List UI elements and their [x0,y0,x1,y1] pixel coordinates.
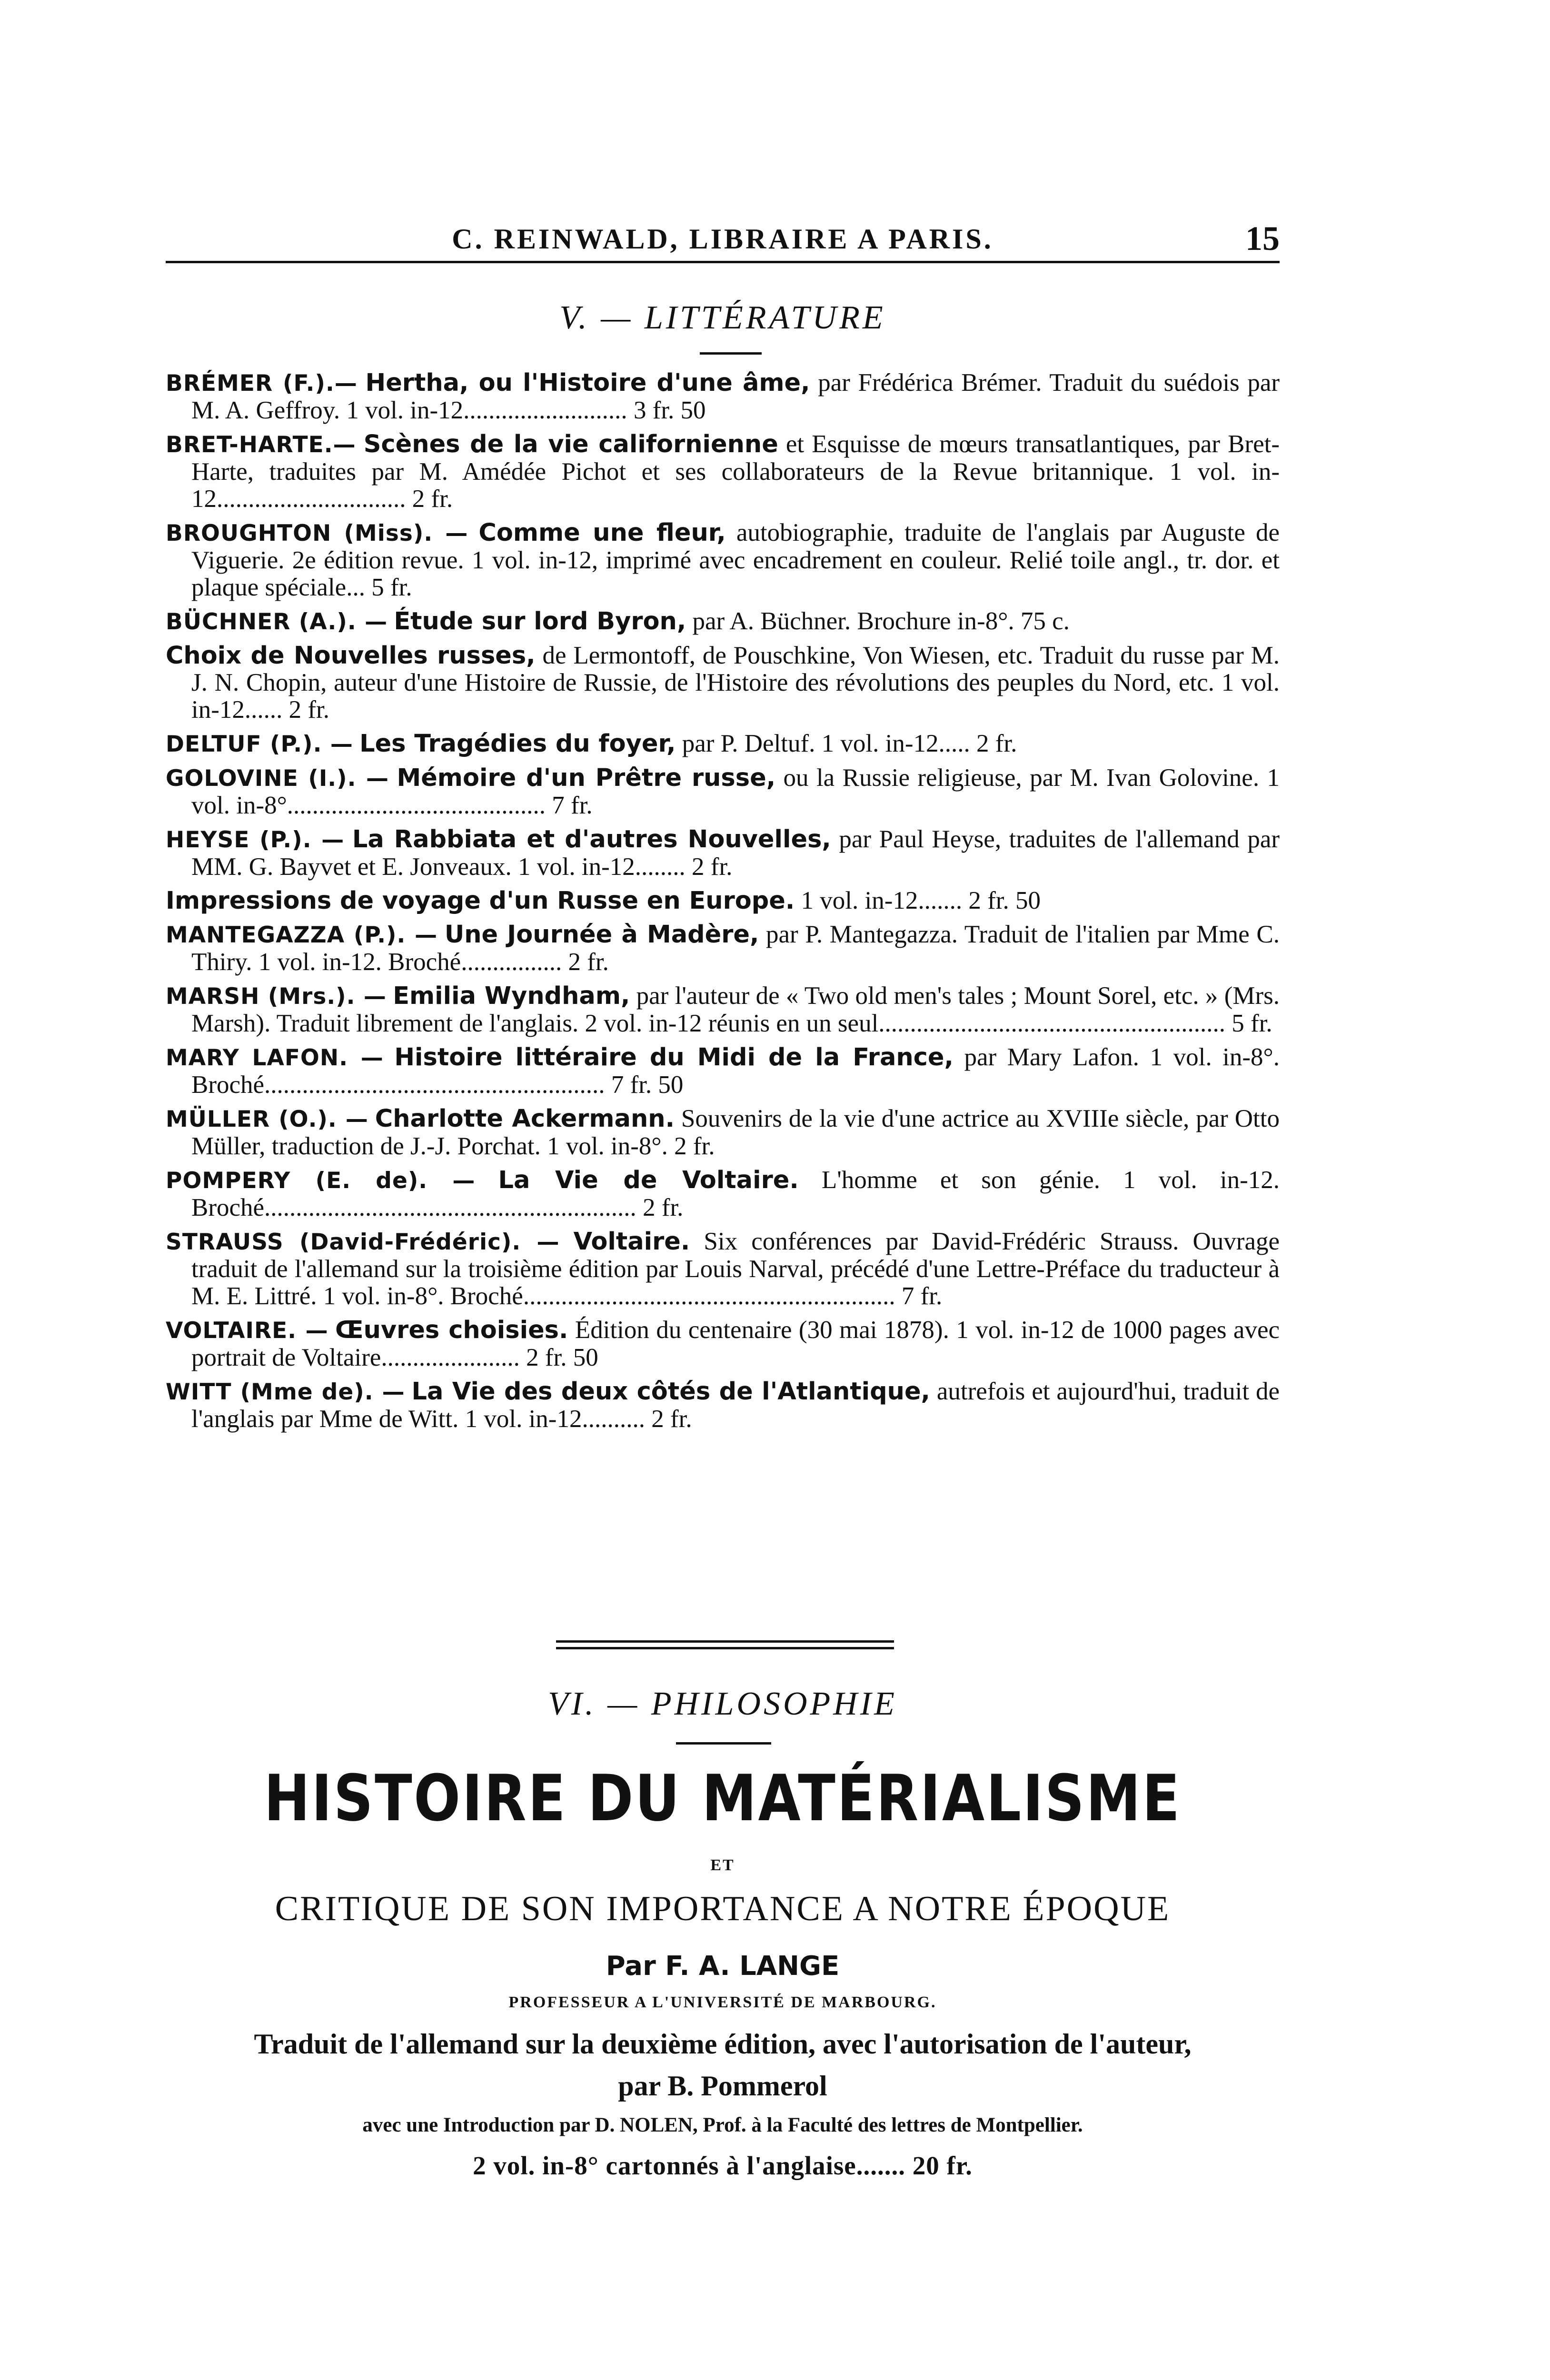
entry-description: et Esquisse de mœurs transatlantiques, par Bret-Harte, traduites par M. Amédée Pichot et ses collaborateurs de la Revue britannique. 1 vol. in-12.............................. [191,430,1280,513]
entry-description: ou la Russie religieuse, par M. Ivan Golovine. 1 vol. in-8°......................................... [191,764,1280,819]
entry-title: Choix de Nouvelles russes, [166,642,536,670]
entry-description: par P. Deltuf. 1 vol. in-12..... [676,730,970,757]
entry-title: Mémoire d'un Prêtre russe, [397,764,776,792]
entry-title: Histoire littéraire du Midi de la France, [394,1043,954,1071]
entry-title: Charlotte Ackermann. [375,1105,675,1133]
catalog-entry [166,1044,1280,1099]
entry-title: Voltaire. [573,1228,690,1256]
entry-price: 5 fr. [1232,1010,1272,1037]
literature-entries [166,369,1280,1439]
entry-description: 1 vol. in-12....... [795,887,963,914]
catalog-entry [166,826,1280,881]
price-line: 2 vol. in-8° cartonnés à l'anglaise....... 20 fr. [473,2151,973,2180]
catalog-entry [166,369,1280,424]
entry-description: par Mary Lafon. 1 vol. in-8°. Broché...................................................... [191,1043,1280,1099]
entry-author: BROUGHTON (Miss). — [166,520,468,546]
catalog-entry [166,1167,1280,1221]
entry-title: Emilia Wyndham, [393,982,630,1010]
running-header [166,219,1280,263]
entry-author: GOLOVINE (I.). — [166,765,389,792]
catalog-entry [166,1317,1280,1371]
subtitle: CRITIQUE DE SON IMPORTANCE A NOTRE ÉPOQUE [275,1889,1171,1928]
entry-description: par l'auteur de « Two old men's tales ; Mount Sorel, etc. » (Mrs. Marsh). Traduit librement de l'anglais. 2 vol. in-12 réunis en un seul....................................................... [191,982,1280,1037]
entry-description: par Frédérica Brémer. Traduit du suédois par M. A. Geffroy. 1 vol. in-12.......................... [191,369,1280,424]
book-price [143,2151,1302,2181]
section-heading-philosophy: VI. — PHILOSOPHIE [548,1686,897,1722]
entry-description: L'homme et son génie. 1 vol. in-12. Broché........................................................... [191,1166,1280,1221]
entry-description: Six conférences par David-Frédéric Strauss. Ouvrage traduit de l'allemand sur la troisième édition par Louis Narval, précédé d'une Lettre-Préface du traducteur à M. E. Littré. 1 vol. in-8°. Broché........................................................... [191,1228,1280,1310]
title-conjunction [143,1856,1302,1874]
author-line: Par F. A. LANGE [606,1951,840,1982]
entry-price: 5 fr. [371,574,412,601]
entry-author: MARSH (Mrs.). — [166,983,387,1010]
entry-price: 3 fr. 50 [633,397,706,424]
entry-price: 7 fr. 50 [611,1071,684,1099]
entry-author: HEYSE (P.). — [166,827,345,853]
entry-author: DELTUF (P.). — [166,731,353,757]
entry-title: La Vie des deux côtés de l'Atlantique, [411,1378,930,1406]
author-affiliation [143,1993,1302,2012]
translator [143,2070,1302,2102]
entry-author: POMPERY (E. de). — [166,1168,476,1194]
entry-description: par A. Büchner. Brochure in-8°. [686,607,1014,635]
entry-author: MANTEGAZZA (P.). — [166,922,438,948]
entry-price: 2 fr. [643,1194,684,1221]
entry-author: BRET-HARTE.— [166,432,356,458]
section-rule [676,1742,771,1745]
entry-title: Hertha, ou l'Histoire d'une âme, [365,369,810,397]
catalog-entry [166,1228,1280,1310]
translation-line: Traduit de l'allemand sur la deuxième édition, avec l'autorisation de l'auteur, [254,2028,1192,2060]
entry-author: MÜLLER (O.). — [166,1106,368,1132]
catalog-entry [166,730,1280,758]
entry-description: par Paul Heyse, traduites de l'allemand par MM. G. Bayvet et E. Jonveaux. 1 vol. in-12........ [191,825,1280,881]
translation-note [143,2028,1302,2061]
entry-author: MARY LAFON. — [166,1045,384,1071]
catalog-entry [166,608,1280,635]
section-heading-literature: V. — LITTÉRATURE [559,299,886,336]
book-author [143,1951,1302,1982]
catalog-entry [166,1378,1280,1433]
entry-title: Impressions de voyage d'un Russe en Europe. [166,887,795,915]
entry-title: Scènes de la vie californienne [363,430,778,458]
entry-price: 2 fr. [674,1132,715,1160]
book-title [143,1761,1302,1835]
affiliation-line: PROFESSEUR A L'UNIVERSITÉ DE MARBOURG. [508,1993,937,2011]
main-title: HISTOIRE DU MATÉRIALISME [264,1761,1182,1835]
catalog-entry [166,642,1280,724]
double-rule-top [556,1640,894,1643]
book-subtitle [143,1889,1302,1929]
page-number: 15 [1245,219,1280,258]
entry-price: 2 fr. [568,948,609,976]
entry-price: 75 c. [1020,607,1070,635]
double-rule-bottom [556,1647,894,1649]
introduction-line: avec une Introduction par D. NOLEN, Prof. à la Faculté des lettres de Montpellier. [362,2114,1083,2136]
entry-description: Souvenirs de la vie d'une actrice au XVIIIe siècle, par Otto Müller, traduction de J.-J. Porchat. 1 vol. in-8°. [191,1105,1280,1160]
entry-description: de Lermontoff, de Pouschkine, Von Wiesen, etc. Traduit du russe par M. J. N. Chopin, auteur d'une Histoire de Russie, de l'Histoire des révolutions des peuples du Nord, etc. 1 vol. in-12...... [191,642,1280,724]
catalog-entry [166,764,1280,819]
catalog-entry [166,519,1280,601]
catalog-entry [166,431,1280,513]
entry-title: Œuvres choisies. [335,1316,568,1344]
entry-author: STRAUSS (David-Frédéric). — [166,1229,560,1255]
entry-price: 2 fr. [976,730,1017,757]
entry-title: Les Tragédies du foyer, [359,730,676,758]
entry-title: Une Journée à Madère, [444,921,759,949]
entry-description: autobiographie, traduite de l'anglais par Auguste de Viguerie. 2e édition revue. 1 vol. in-12, imprimé avec encadrement en couleur. Relié toile angl., tr. dor. et plaque spéciale... [191,519,1280,601]
catalog-entry [166,1105,1280,1160]
et-label: ET [710,1856,735,1874]
entry-price: 2 fr. [288,696,329,724]
entry-title: Étude sur lord Byron, [394,607,686,635]
entry-price: 7 fr. [901,1282,943,1310]
entry-price: 2 fr. 50 [526,1344,598,1371]
translator-line: par B. Pommerol [618,2070,827,2102]
entry-price: 2 fr. [651,1405,692,1433]
catalog-entry [166,887,1280,914]
introduction-note [143,2113,1302,2137]
entry-author: WITT (Mme de). — [166,1379,405,1405]
section-rule [700,352,762,355]
publisher-header: C. REINWALD, LIBRAIRE A PARIS. [452,223,994,255]
entry-author: BÜCHNER (A.). — [166,609,388,635]
entry-price: 2 fr. 50 [968,887,1041,914]
entry-description: Édition du centenaire (30 mai 1878). 1 vol. in-12 de 1000 pages avec portrait de Voltaire...................... [191,1316,1280,1371]
entry-description: par P. Mantegazza. Traduit de l'italien par Mme C. Thiry. 1 vol. in-12. Broché................ [191,921,1280,976]
entry-price: 2 fr. [692,853,733,881]
entry-title: La Vie de Voltaire. [498,1166,799,1194]
catalog-entry [166,982,1280,1037]
entry-author: BRÉMER (F.).— [166,370,358,397]
entry-title: La Rabbiata et d'autres Nouvelles, [352,825,831,853]
entry-price: 7 fr. [552,792,593,819]
entry-title: Comme une fleur, [478,519,726,547]
catalog-entry [166,921,1280,976]
entry-author: VOLTAIRE. — [166,1318,328,1344]
entry-description: autrefois et aujourd'hui, traduit de l'anglais par Mme de Witt. 1 vol. in-12.......... [191,1378,1280,1433]
entry-price: 2 fr. [412,485,453,513]
